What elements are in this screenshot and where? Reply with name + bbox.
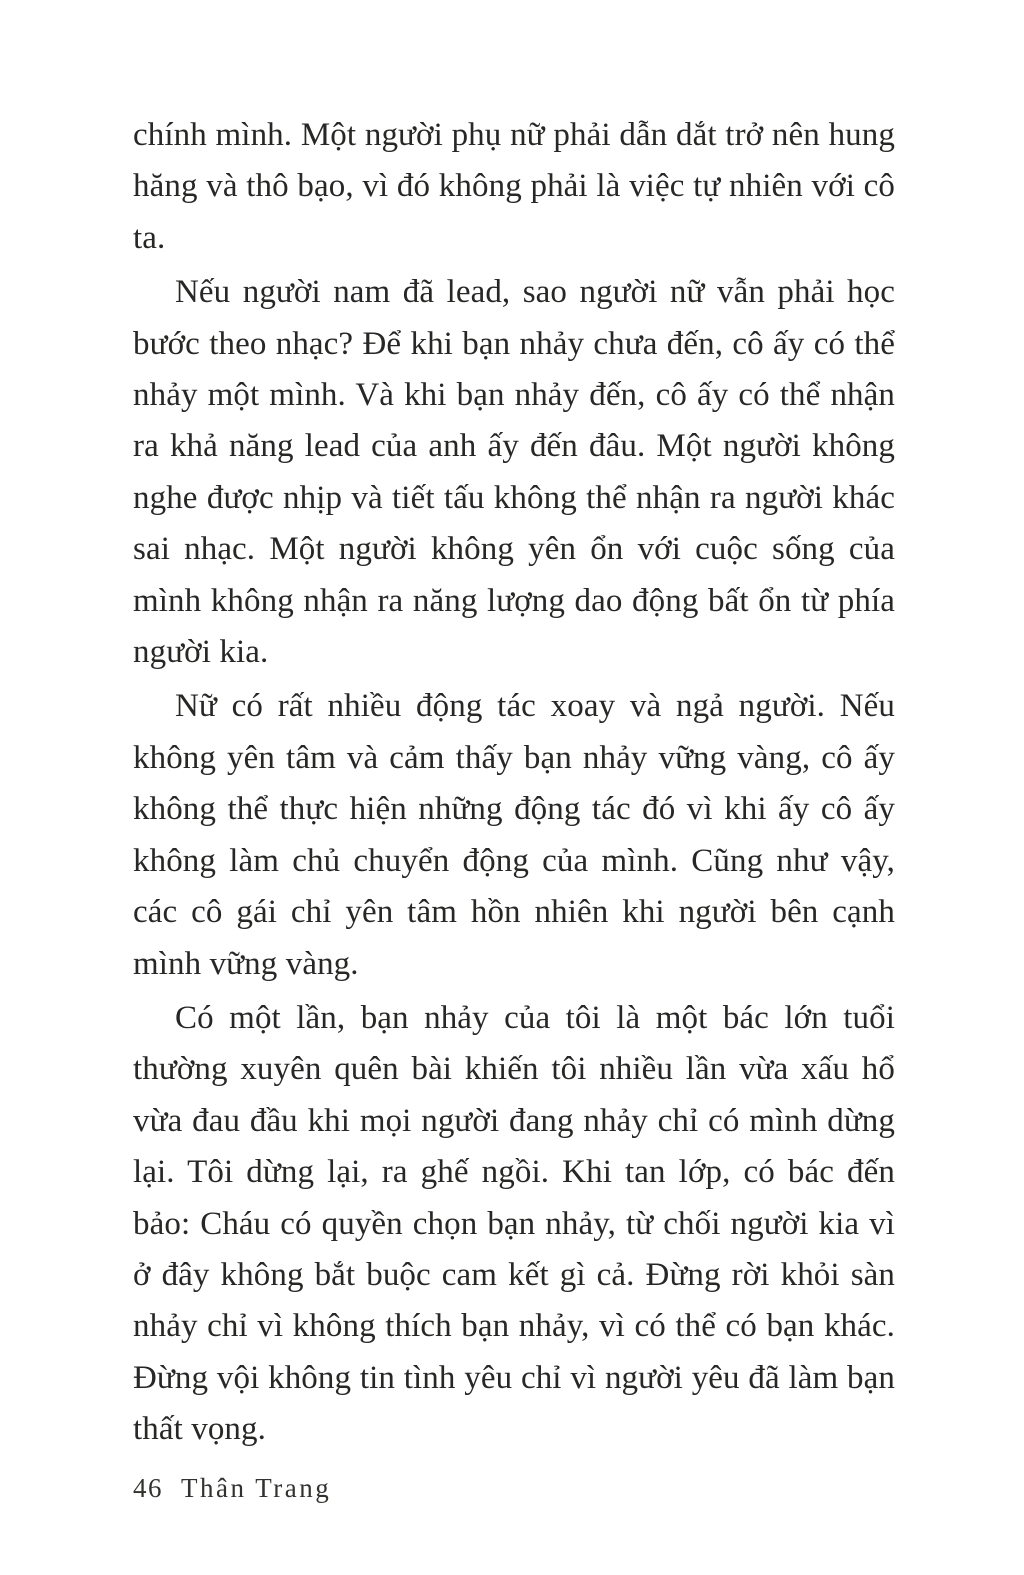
- paragraph: Nữ có rất nhiều động tác xoay và ngả người. Nếu không yên tâm và cảm thấy bạn nhảy vững vàng, cô ấy không thể thực hiện những động tác đó vì khi ấy cô ấy không làm chủ chuyển động của mình. Cũng như vậy, các cô gái chỉ yên tâm hồn nhiên khi người bên cạnh mình vững vàng.: [133, 688, 895, 982]
- paragraph: Nếu người nam đã lead, sao người nữ vẫn phải học bước theo nhạc? Để khi bạn nhảy chưa đến, cô ấy có thể nhảy một mình. Và khi bạn nhảy đến, cô ấy có thể nhận ra khả năng lead của anh ấy đến đâu. Một người không nghe được nhịp và tiết tấu không thể nhận ra người khác sai nhạc. Một người không yên ổn với cuộc sống của mình không nhận ra năng lượng dao động bất ổn từ phía người kia.: [133, 274, 895, 671]
- paragraph-continuation: chính mình. Một người phụ nữ phải dẫn dắt trở nên hung hăng và thô bạo, vì đó không phải là việc tự nhiên với cô ta.: [133, 117, 895, 256]
- page-footer: [133, 1473, 331, 1504]
- running-title: Thân Trang: [181, 1473, 332, 1503]
- paragraph: Có một lần, bạn nhảy của tôi là một bác lớn tuổi thường xuyên quên bài khiến tôi nhiều lần vừa xấu hổ vừa đau đầu khi mọi người đang nhảy chỉ có mình dừng lại. Tôi dừng lại, ra ghế ngồi. Khi tan lớp, có bác đến bảo: Cháu có quyền chọn bạn nhảy, từ chối người kia vì ở đây không bắt buộc cam kết gì cả. Đừng rời khỏi sàn nhảy chỉ vì không thích bạn nhảy, vì có thể có bạn khác. Đừng vội không tin tình yêu chỉ vì người yêu đã làm bạn thất vọng.: [133, 999, 895, 1448]
- page-number: 46: [133, 1473, 163, 1503]
- body-text-block: [133, 110, 895, 1459]
